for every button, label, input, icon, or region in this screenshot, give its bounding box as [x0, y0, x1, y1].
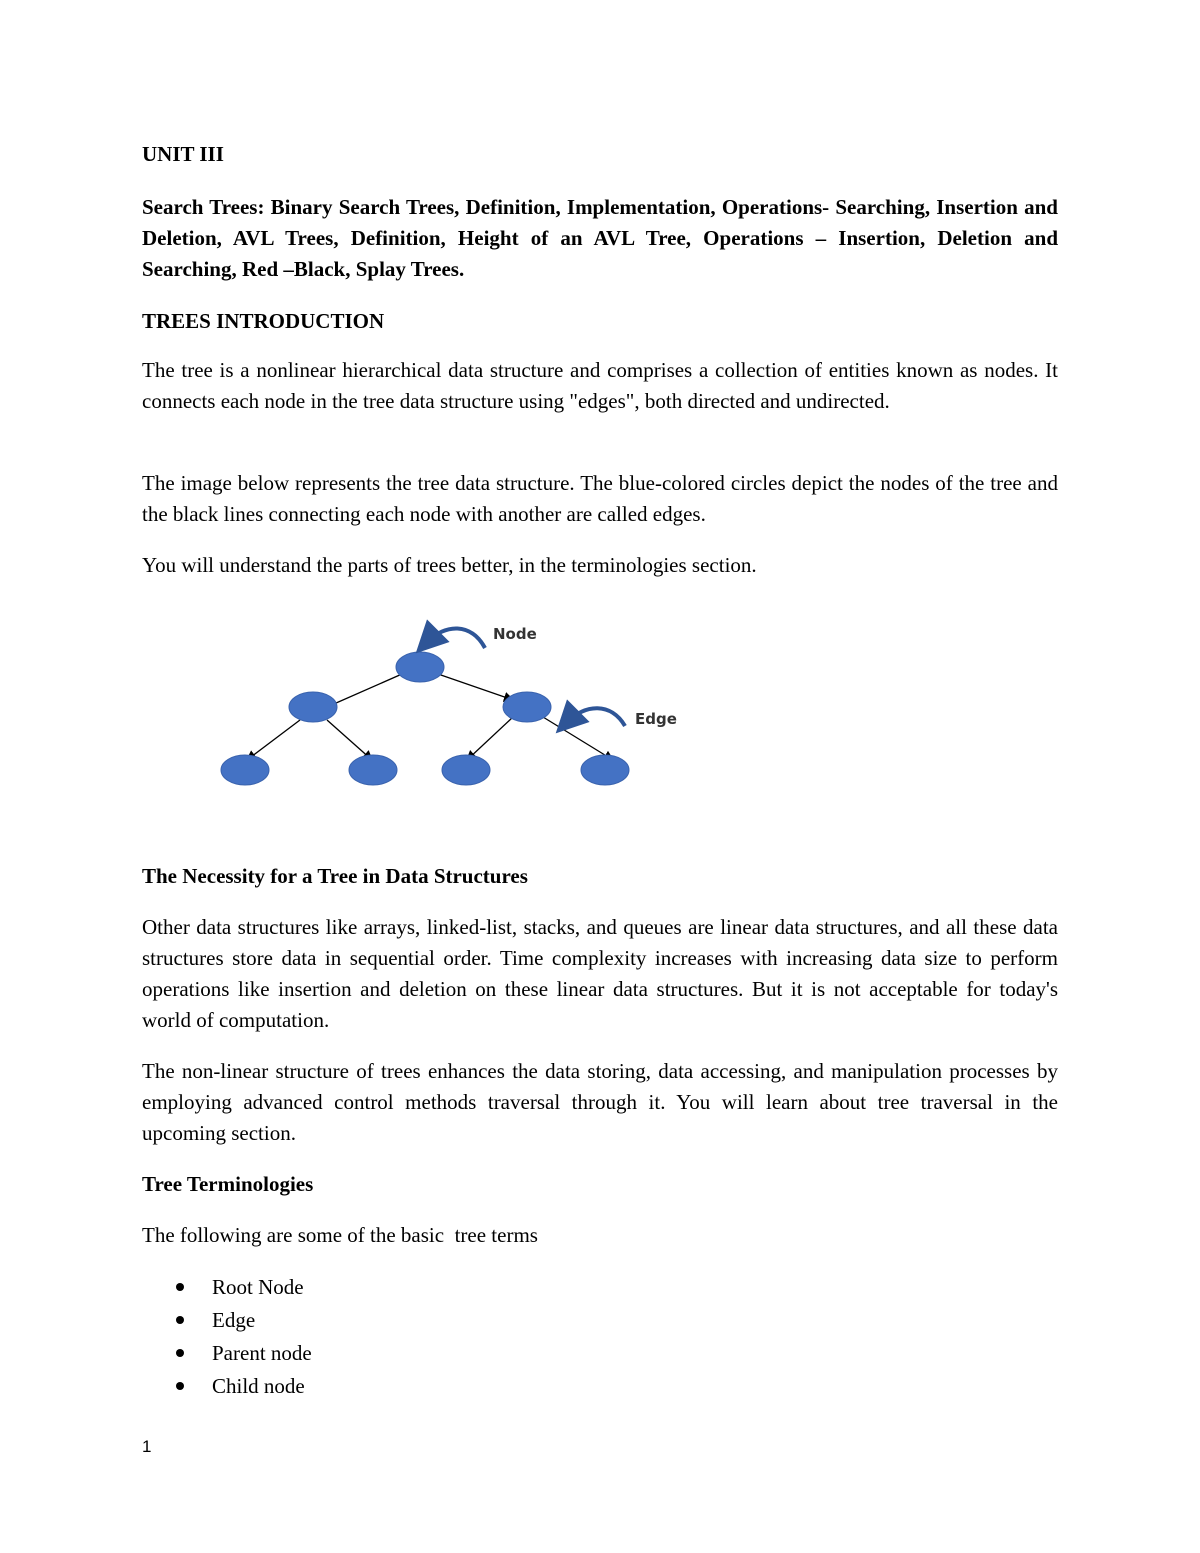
intro-paragraph-2: The image below represents the tree data structure. The blue-colored circles depict the nodes of the tree and the black lines connecting each node with another are called edges. [142, 471, 1058, 526]
edge-right-leaf4 [543, 717, 613, 760]
bullet-icon [176, 1283, 184, 1291]
intro-paragraph-3: You will understand the parts of trees better, in the terminologies section. [142, 553, 757, 577]
leaf-node-2 [349, 755, 397, 785]
unit-title: UNIT III [142, 142, 224, 166]
bullet-icon [176, 1316, 184, 1324]
necessity-paragraph-2: The non-linear structure of trees enhances the data storing, data accessing, and manipulation processes by employing advanced control methods traversal through it. You will learn about tree traversal in the upcoming section. [142, 1059, 1058, 1145]
leaf-node-4 [581, 755, 629, 785]
root-node [396, 652, 444, 682]
list-item [142, 1338, 312, 1371]
left-child-node [289, 692, 337, 722]
syllabus-topics: Search Trees: Binary Search Trees, Definition, Implementation, Operations- Searching, Insertion and Deletion, AVL Trees, Definition, Height of an AVL Tree, Operations – Insertion, Deletion and Searching, Red –Black, Splay Trees. [142, 195, 1058, 281]
leaf-node-3 [442, 755, 490, 785]
page-number: 1 [142, 1437, 152, 1456]
necessity-heading: The Necessity for a Tree in Data Structures [142, 864, 528, 888]
bullet-icon [176, 1382, 184, 1390]
tree-terminologies-heading: Tree Terminologies [142, 1172, 314, 1196]
intro-paragraph-1: The tree is a nonlinear hierarchical data structure and comprises a collection of entities known as nodes. It connects each node in the tree data structure using "edges", both directed and undirected. [142, 358, 1058, 413]
term-label: Edge [212, 1308, 256, 1332]
edge-label: Edge [635, 710, 677, 728]
node-label: Node [493, 625, 537, 643]
trees-introduction-heading: TREES INTRODUCTION [142, 309, 385, 333]
bullet-icon [176, 1349, 184, 1357]
terms-list [142, 1272, 312, 1404]
list-item [142, 1371, 312, 1404]
edge-root-left [327, 674, 402, 707]
necessity-paragraph-1: Other data structures like arrays, linked-list, stacks, and queues are linear data structures, and all these data structures store data in sequential order. Time complexity increases with increasing data size to perform operations like insertion and deletion on these linear data structures. But it is not acceptable for today's world of computation. [142, 915, 1058, 1032]
right-child-node [503, 692, 551, 722]
edge-pointer-arrow-icon [567, 708, 625, 726]
term-label: Root Node [212, 1275, 304, 1299]
node-pointer-arrow-icon [427, 628, 485, 648]
terminology-intro: The following are some of the basic tree terms [142, 1223, 538, 1247]
term-label: Child node [212, 1374, 305, 1398]
list-item [142, 1272, 312, 1305]
edge-left-leaf1 [247, 720, 300, 760]
leaf-node-1 [221, 755, 269, 785]
tree-diagram [205, 612, 705, 797]
edge-root-right [438, 674, 513, 700]
term-label: Parent node [212, 1341, 312, 1365]
edge-right-leaf3 [467, 717, 513, 760]
list-item [142, 1305, 312, 1338]
edge-left-leaf2 [327, 720, 372, 760]
